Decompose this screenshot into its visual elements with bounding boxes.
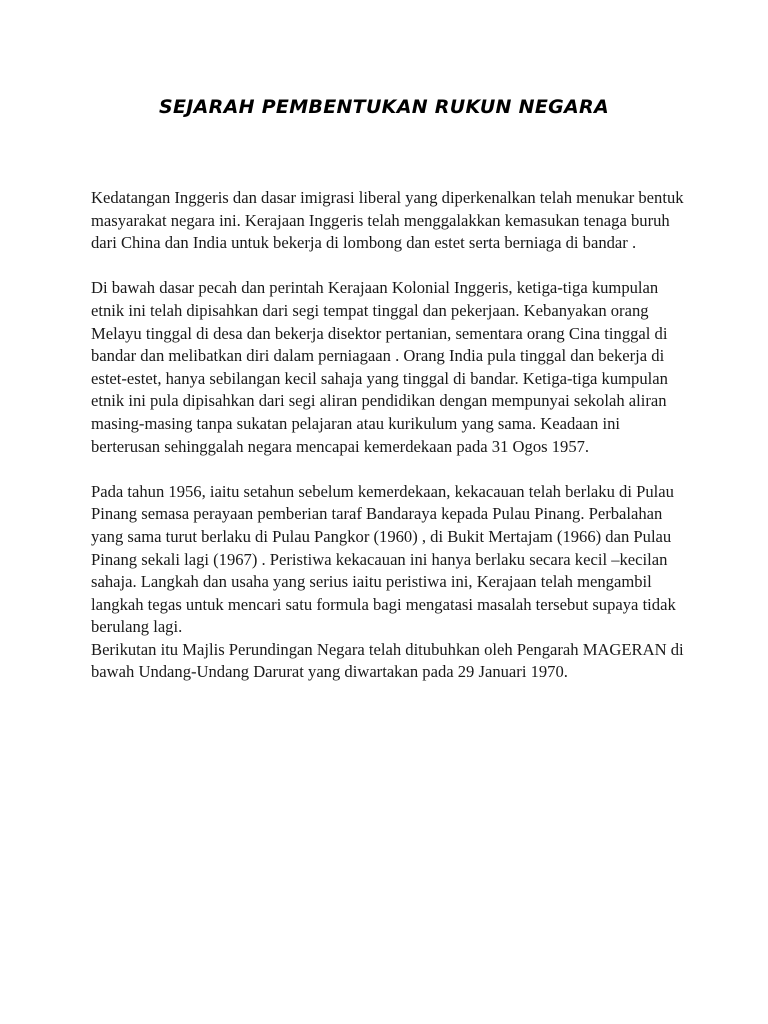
paragraph-mageran: Berikutan itu Majlis Perundingan Negara telah ditubuhkan oleh Pengarah MAGERAN di bawah Undang-Undang Darurat yang diwartakan pada 29 Januari 1970.: [91, 639, 684, 682]
paragraph-intro: Kedatangan Inggeris dan dasar imigrasi liberal yang diperkenalkan telah menukar bentuk masyarakat negara ini. Kerajaan Inggeris telah menggalakkan kemasukan tenaga buruh dari China dan India untuk bekerja di lombong dan estet serta berniaga di bandar .: [91, 188, 684, 253]
paragraph-colonial-policy: Di bawah dasar pecah dan perintah Kerajaan Kolonial Inggeris, ketiga-tiga kumpulan etnik ini telah dipisahkan dari segi tempat tinggal dan pekerjaan. Kebanyakan orang Melayu tinggal di desa dan bekerja disektor pertanian, sementara orang Cina tinggal di bandar dan melibatkan diri dalam perniagaan . Orang India pula tinggal dan bekerja di estet-estet, hanya sebilangan kecil sahaja yang tinggal di bandar. Ketiga-tiga kumpulan etnik ini pula dipisahkan dari segi aliran pendidikan dengan mempunyai sekolah aliran masing-masing tanpa sukatan pelajaran atau kurikulum yang sama. Keadaan ini berterusan sehinggalah negara mencapai kemerdekaan pada 31 Ogos 1957.: [91, 278, 668, 456]
document-body: [91, 187, 691, 684]
page-title: SEJARAH PEMBENTUKAN RUKUN NEGARA: [159, 96, 609, 118]
paragraph-riots: Pada tahun 1956, iaitu setahun sebelum kemerdekaan, kekacauan telah berlaku di Pulau Pinang semasa perayaan pemberian taraf Bandaraya kepada Pulau Pinang. Perbalahan yang sama turut berlaku di Pulau Pangkor (1960) , di Bukit Mertajam (1966) dan Pulau Pinang sekali lagi (1967) . Peristiwa kekacauan ini hanya berlaku secara kecil –kecilan sahaja. Langkah dan usaha yang serius iaitu peristiwa ini, Kerajaan telah mengambil langkah tegas untuk mencari satu formula bagi mengatasi masalah tersebut supaya tidak berulang lagi.: [91, 481, 676, 637]
